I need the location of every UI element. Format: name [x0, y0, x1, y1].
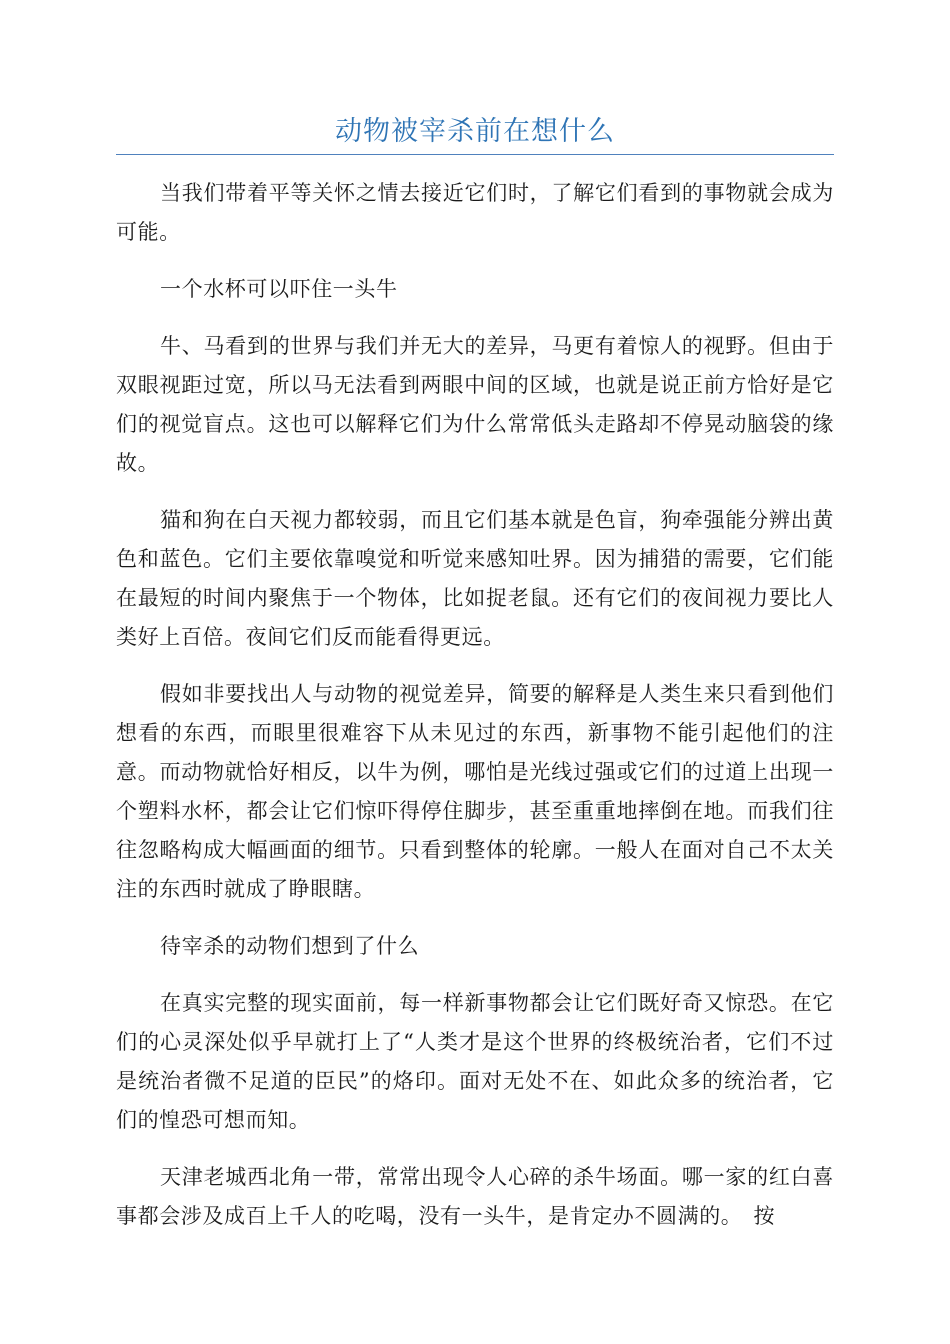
paragraph-tianjin: 天津老城西北角一带，常常出现令人心碎的杀牛场面。哪一家的红白喜事都会涉及成百上千人的吃喝，没有一头牛，是肯定办不圆满的。 按 — [116, 1165, 834, 1228]
page-title: 动物被宰杀前在想什么 — [335, 116, 615, 147]
paragraph-human-animal-difference: 假如非要找出人与动物的视觉差异，简要的解释是人类生来只看到他们想看的东西，而眼里很难容下从未见过的东西，新事物不能引起他们的注意。而动物就恰好相反，以牛为例，哪怕是光线过强或它们的过道上出现一个塑料水杯，都会让它们惊吓得停住脚步，甚至重重地摔倒在地。而我们往往忽略构成大幅画面的细节。只看到整体的轮廓。一般人在面对自己不太关注的东西时就成了睁眼瞎。 — [116, 682, 834, 901]
section-heading-water-cup: 一个水杯可以吓住一头牛 — [160, 277, 398, 301]
paragraph-horse-vision: 牛、马看到的世界与我们并无大的差异，马更有着惊人的视野。但由于双眼视距过宽，所以马无法看到两眼中间的区域，也就是说正前方恰好是它们的视觉盲点。这也可以解释它们为什么常常低头走路却不停晃动脑袋的缘故。 — [116, 334, 834, 475]
document-body — [116, 174, 834, 1254]
intro-paragraph: 当我们带着平等关怀之情去接近它们时，了解它们看到的事物就会成为可能。 — [116, 181, 834, 244]
paragraph-reality: 在真实完整的现实面前，每一样新事物都会让它们既好奇又惊恐。在它们的心灵深处似乎早就打上了“人类才是这个世界的终极统治者，它们不过是统治者微不足道的臣民”的烙印。面对无处不在、如此众多的统治者，它们的惶恐可想而知。 — [116, 991, 834, 1132]
section-heading-slaughter: 待宰杀的动物们想到了什么 — [160, 934, 420, 958]
title-underline — [116, 154, 834, 155]
title-block — [116, 112, 834, 155]
paragraph-cat-dog-vision: 猫和狗在白天视力都较弱，而且它们基本就是色盲，狗牵强能分辨出黄色和蓝色。它们主要依靠嗅觉和听觉来感知吐界。因为捕猎的需要，它们能在最短的时间内聚焦于一个物体，比如捉老鼠。还有它们的夜间视力要比人类好上百倍。夜间它们反而能看得更远。 — [116, 508, 834, 649]
